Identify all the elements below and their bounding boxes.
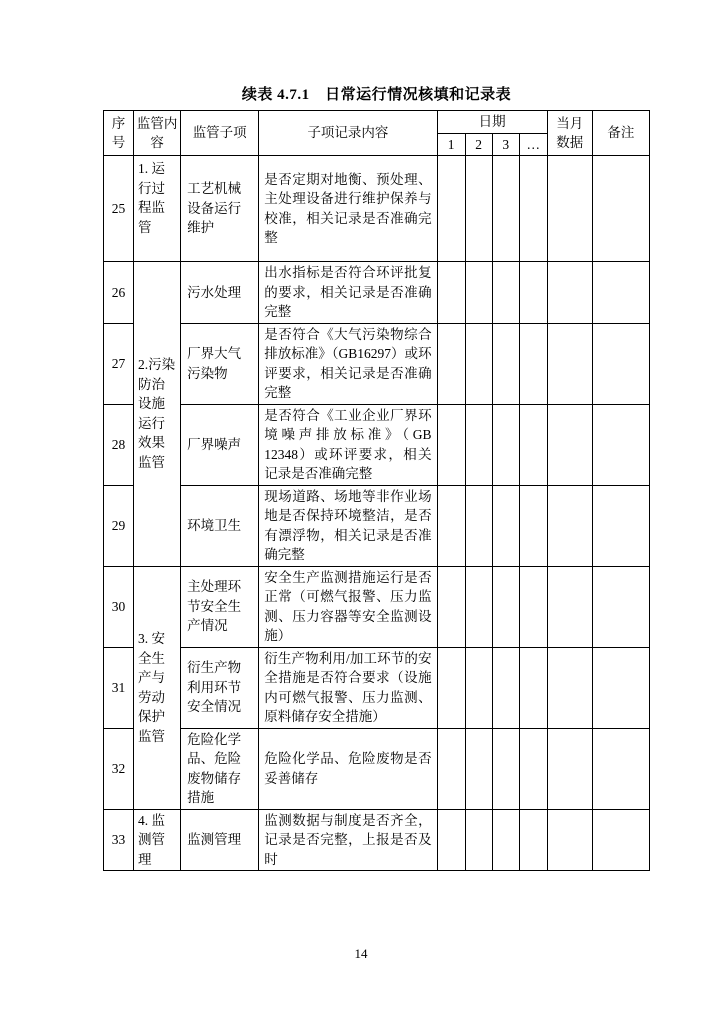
subitem-cell: 工艺机械设备运行维护 — [181, 156, 259, 262]
subitem-cell: 监测管理 — [181, 809, 259, 871]
date-cell — [437, 728, 465, 809]
remark-cell — [592, 262, 649, 324]
header-date-etc: … — [519, 133, 547, 156]
date-cell — [519, 728, 547, 809]
remark-cell — [592, 485, 649, 566]
table-row — [104, 156, 650, 262]
date-cell — [519, 323, 547, 404]
header-date-1: 1 — [437, 133, 465, 156]
remark-cell — [592, 647, 649, 728]
header-record: 子项记录内容 — [259, 111, 437, 156]
table-row — [104, 262, 650, 324]
date-cell — [437, 323, 465, 404]
record-cell: 衍生产物利用/加工环节的安全措施是否符合要求（设施内可燃气报警、压力监测、原料储存安全措施） — [259, 647, 437, 728]
monthly-cell — [547, 647, 592, 728]
subitem-cell: 危险化学品、危险废物储存措施 — [181, 728, 259, 809]
monthly-cell — [547, 323, 592, 404]
table-row — [104, 809, 650, 871]
date-cell — [519, 809, 547, 871]
record-cell: 监测数据与制度是否齐全，记录是否完整，上报是否及时 — [259, 809, 437, 871]
record-cell: 安全生产监测措施运行是否正常（可燃气报警、压力监测、压力容器等安全监测设施） — [259, 566, 437, 647]
row-seq: 25 — [104, 156, 134, 262]
header-monthly: 当月数据 — [547, 111, 592, 156]
date-cell — [492, 809, 519, 871]
header-row-1 — [104, 111, 650, 134]
record-cell: 现场道路、场地等非作业场地是否保持环境整洁，是否有漂浮物，相关记录是否准确完整 — [259, 485, 437, 566]
date-cell — [465, 647, 492, 728]
date-cell — [437, 404, 465, 485]
date-cell — [492, 323, 519, 404]
daily-operation-check-table — [103, 110, 650, 871]
header-seq: 序号 — [104, 111, 134, 156]
row-seq: 30 — [104, 566, 134, 647]
date-cell — [492, 156, 519, 262]
date-cell — [519, 485, 547, 566]
table-row — [104, 323, 650, 404]
subitem-cell: 厂界大气污染物 — [181, 323, 259, 404]
row-seq: 26 — [104, 262, 134, 324]
record-cell: 是否定期对地衡、预处理、主处理设备进行维护保养与校准，相关记录是否准确完整 — [259, 156, 437, 262]
record-cell: 危险化学品、危险废物是否妥善储存 — [259, 728, 437, 809]
category-cell: 1. 运行过程监管 — [134, 156, 181, 262]
subitem-cell: 厂界噪声 — [181, 404, 259, 485]
date-cell — [465, 728, 492, 809]
table-row — [104, 728, 650, 809]
category-cell: 4. 监测管理 — [134, 809, 181, 871]
date-cell — [437, 485, 465, 566]
date-cell — [437, 262, 465, 324]
table-title: 续表 4.7.1 日常运行情况核填和记录表 — [241, 87, 512, 103]
date-cell — [465, 809, 492, 871]
remark-cell — [592, 566, 649, 647]
date-cell — [437, 566, 465, 647]
header-date-3: 3 — [492, 133, 519, 156]
date-cell — [465, 156, 492, 262]
monthly-cell — [547, 566, 592, 647]
subitem-cell: 环境卫生 — [181, 485, 259, 566]
monthly-cell — [547, 728, 592, 809]
table-row — [104, 647, 650, 728]
subitem-cell: 主处理环节安全生产情况 — [181, 566, 259, 647]
date-cell — [519, 647, 547, 728]
header-subitem: 监管子项 — [181, 111, 259, 156]
date-cell — [465, 566, 492, 647]
date-cell — [492, 728, 519, 809]
row-seq: 28 — [104, 404, 134, 485]
subitem-cell: 污水处理 — [181, 262, 259, 324]
row-seq: 29 — [104, 485, 134, 566]
record-cell: 是否符合《工业企业厂界环境噪声排放标准》（GB 12348）或环评要求，相关记录是否准确完整 — [259, 404, 437, 485]
date-cell — [465, 323, 492, 404]
date-cell — [437, 647, 465, 728]
remark-cell — [592, 156, 649, 262]
category-cell: 2.污染防治设施运行效果监管 — [134, 262, 181, 567]
monthly-cell — [547, 809, 592, 871]
header-remark: 备注 — [592, 111, 649, 156]
table-row — [104, 566, 650, 647]
record-cell: 出水指标是否符合环评批复的要求，相关记录是否准确完整 — [259, 262, 437, 324]
table-row — [104, 404, 650, 485]
date-cell — [519, 262, 547, 324]
date-cell — [519, 566, 547, 647]
date-cell — [519, 156, 547, 262]
date-cell — [437, 156, 465, 262]
remark-cell — [592, 404, 649, 485]
date-cell — [465, 262, 492, 324]
date-cell — [437, 809, 465, 871]
row-seq: 31 — [104, 647, 134, 728]
date-cell — [492, 566, 519, 647]
date-cell — [465, 404, 492, 485]
table-row — [104, 485, 650, 566]
date-cell — [492, 262, 519, 324]
monthly-cell — [547, 156, 592, 262]
remark-cell — [592, 728, 649, 809]
monthly-cell — [547, 404, 592, 485]
monthly-cell — [547, 262, 592, 324]
row-seq: 27 — [104, 323, 134, 404]
header-category: 监管内容 — [134, 111, 181, 156]
category-cell: 3. 安全生产与劳动保护监管 — [134, 566, 181, 809]
date-cell — [519, 404, 547, 485]
subitem-cell: 衍生产物利用环节安全情况 — [181, 647, 259, 728]
header-date-2: 2 — [465, 133, 492, 156]
remark-cell — [592, 809, 649, 871]
page-number: 14 — [354, 946, 368, 961]
date-cell — [465, 485, 492, 566]
date-cell — [492, 404, 519, 485]
remark-cell — [592, 323, 649, 404]
row-seq: 32 — [104, 728, 134, 809]
record-cell: 是否符合《大气污染物综合排放标准》（GB16297）或环评要求，相关记录是否准确完整 — [259, 323, 437, 404]
monthly-cell — [547, 485, 592, 566]
date-cell — [492, 647, 519, 728]
header-date-group: 日期 — [437, 111, 547, 134]
row-seq: 33 — [104, 809, 134, 871]
date-cell — [492, 485, 519, 566]
